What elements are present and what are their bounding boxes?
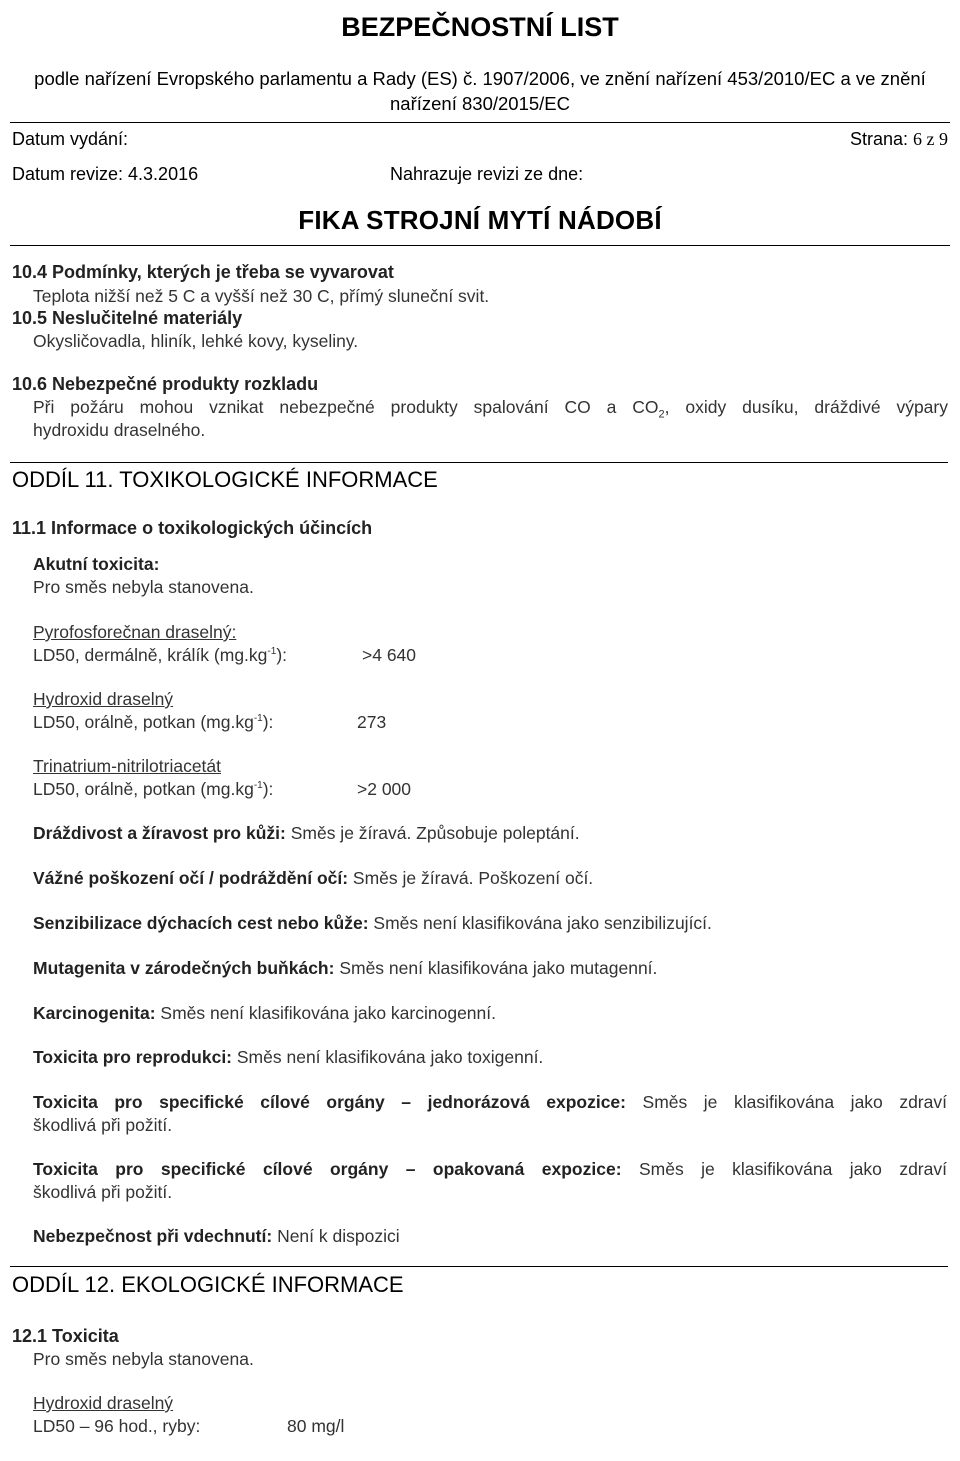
page-label: Strana:	[849, 129, 908, 149]
page-value: 6 z 9	[913, 129, 948, 149]
section-12-title: ODDÍL 12. EKOLOGICKÉ INFORMACE	[12, 1272, 404, 1297]
property-aspiration-hazard: Nebezpečnost při vdechnutí: Není k dispozici	[33, 1226, 400, 1246]
section-10-5-text: Okysličovadla, hliník, lehké kovy, kyseliny.	[33, 331, 359, 351]
property-skin-irritation: Dráždivost a žíravost pro kůži: Směs je žíravá. Způsobuje poleptání.	[33, 823, 580, 843]
section-12-1-heading: 12.1 Toxicita	[12, 1326, 119, 1346]
section-10-6-text-line2: hydroxidu draselného.	[33, 420, 206, 440]
document-title: BEZPEČNOSTNÍ LIST	[341, 12, 619, 42]
section-11-title: ODDÍL 11. TOXIKOLOGICKÉ INFORMACE	[12, 467, 438, 492]
property-eye-damage: Vážné poškození očí / podráždění očí: Směs je žíravá. Poškození očí.	[33, 868, 594, 888]
section-12-1-text: Pro směs nebyla stanovena.	[33, 1349, 254, 1369]
property-stot-repeated-line2: škodlivá při požití.	[33, 1182, 173, 1202]
property-mutagenicity: Mutagenita v zárodečných buňkách: Směs není klasifikována jako mutagenní.	[33, 958, 658, 978]
section-10-6-heading: 10.6 Nebezpečné produkty rozkladu	[12, 374, 319, 394]
substance-value: >2 000	[357, 779, 412, 799]
section-10-5-heading: 10.5 Neslučitelné materiály	[12, 308, 243, 328]
regulation-line-1: podle nařízení Evropského parlamentu a Rady (ES) č. 1907/2006, ve znění nařízení 453/2010/EC a ve znění	[34, 68, 926, 89]
substance-value: 273	[357, 712, 387, 732]
page-number	[850, 129, 948, 150]
substance-name: Pyrofosforečnan draselný:	[33, 622, 237, 642]
eco-substance-test: LD50 – 96 hod., ryby:	[33, 1416, 201, 1436]
property-reproductive-toxicity: Toxicita pro reprodukci: Směs není klasifikována jako toxigenní.	[33, 1047, 544, 1067]
acute-toxicity-label: Akutní toxicita:	[33, 554, 160, 574]
eco-substance-name: Hydroxid draselný	[33, 1393, 174, 1413]
issue-date-label: Datum vydání:	[12, 129, 129, 149]
section-12-divider	[10, 1266, 948, 1267]
acute-toxicity-text: Pro směs nebyla stanovena.	[33, 577, 254, 597]
property-stot-single: Toxicita pro specifické cílové orgány – jednorázová expozice: Směs je klasifikována jako zdraví	[33, 1092, 947, 1112]
property-carcinogenicity: Karcinogenita: Směs není klasifikována jako karcinogenní.	[33, 1003, 496, 1023]
revision-date: Datum revize: 4.3.2016	[12, 164, 199, 184]
section-10-6-text: Při požáru mohou vznikat nebezpečné produkty spalování CO a $CO_2$, oxidy dusíku, dráždivé výpary	[33, 397, 948, 421]
substance-name: Trinatrium-nitrilotriacetát	[33, 756, 222, 776]
product-name: FIKA STROJNÍ MYTÍ NÁDOBÍ	[298, 205, 662, 235]
substance-name: Hydroxid draselný	[33, 689, 174, 709]
section-11-divider	[10, 462, 948, 463]
product-divider	[10, 245, 950, 246]
replaces-revision-label: Nahrazuje revizi ze dne:	[390, 164, 584, 184]
section-10-4-heading: 10.4 Podmínky, kterých je třeba se vyvarovat	[12, 262, 394, 282]
property-stot-repeated: Toxicita pro specifické cílové orgány – opakovaná expozice: Směs je klasifikována jako zdraví	[33, 1159, 947, 1179]
header-divider	[10, 122, 950, 123]
section-11-1-heading: 11.1 Informace o toxikologických účincích	[12, 518, 373, 538]
substance-test: LD50, dermálně, králík $(mg.kg^{-1})$:	[33, 645, 288, 665]
substance-test: LD50, orálně, potkan $(mg.kg^{-1})$:	[33, 779, 274, 799]
eco-substance-value: 80 mg/l	[287, 1416, 345, 1436]
substance-test: LD50, orálně, potkan $(mg.kg^{-1})$:	[33, 712, 274, 732]
substance-value: >4 640	[362, 645, 417, 665]
regulation-line-2: nařízení 830/2015/EC	[390, 93, 570, 114]
property-sensitisation: Senzibilizace dýchacích cest nebo kůže: Směs není klasifikována jako senzibilizující.	[33, 913, 712, 933]
property-stot-single-line2: škodlivá při požití.	[33, 1115, 173, 1135]
section-10-4-text: Teplota nižší než 5 C a vyšší než 30 C, přímý sluneční svit.	[33, 286, 490, 306]
